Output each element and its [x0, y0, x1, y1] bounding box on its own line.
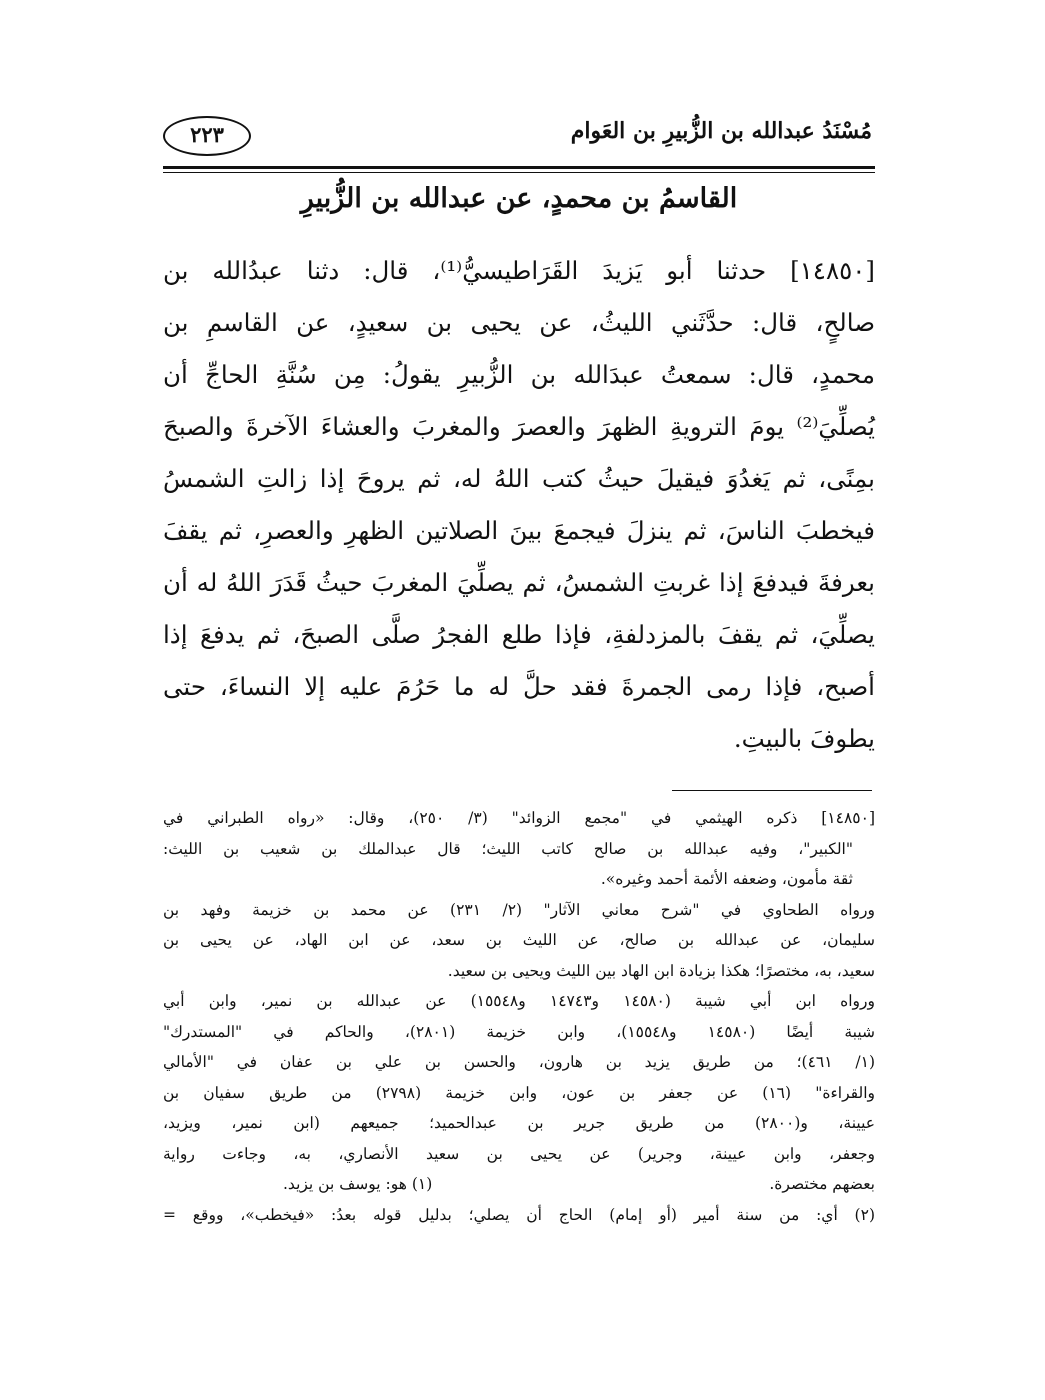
footnote-line: والقراءة" (١٦) عن جعفر بن عون، وابن خزيمة (٢٧٩٨) من طريق سفيان بن [163, 1083, 875, 1102]
hadith-line: بمِنًى، ثم يَغدُوَ فيقيلَ حيثُ كتب اللهُ له، ثم يروحَ إذا زالتِ الشمسُ [163, 464, 875, 493]
footnote-line: ثقة مأمون، وضعفه الأئمة أحمد وغيره». [600, 870, 853, 888]
hadith-line: أصبح، فإذا رمى الجمرةَ فقد حلَّ له ما حَرُمَ عليه إلا النساءَ، حتى [163, 672, 875, 701]
footnote-1: (١) هو: يوسف بن يزيد. [283, 1175, 433, 1193]
hadith-text [163, 245, 875, 765]
hadith-line: محمدٍ، قال: سمعتُ عبدَالله بن الزُّبيرِ يقولُ: مِن سُنَّةِ الحاجِّ أن [163, 360, 875, 389]
footnote-line: عيينة، و(٢٨٠٠) من طريق جرير بن عبدالحميد؛ جميعهم (ابن نمير، ويزيد، [163, 1114, 875, 1132]
footnote-line: وجعفر، وابن عيينة، وجرير) عن يحيى بن سعيد الأنصاري، به، وجاءت رواية [163, 1144, 875, 1163]
hadith-line: يصلِّيَ، ثم يقفَ بالمزدلفةِ، فإذا طلع الفجرُ صلَّى الصبحَ، ثم يدفعَ إذا [163, 620, 875, 649]
footnote-line: سليمان، عن عبدالله بن صالح، عن الليث بن سعد، عن ابن الهاد، عن يحيى بن [163, 931, 875, 949]
footnote-line-end: بعضهم مختصرة. [769, 1175, 875, 1193]
hadith-line: يُصلِّيَ⁽²⁾ يومَ الترويةِ الظهرَ والعصرَ والمغربَ والعشاءَ الآخرةَ والصبحَ [163, 412, 875, 441]
footnote-split-line [163, 1169, 875, 1200]
page-number: ٢٢٣ [163, 116, 251, 156]
footnotes [163, 803, 875, 1230]
hadith-line: يطوفَ بالبيتِ. [733, 724, 875, 753]
footnote-line: ورواه ابن أبي شيبة (١٤٥٨٠ و١٤٧٤٣ و١٥٥٤٨) عن عبدالله بن نمير، وابن أبي [163, 992, 875, 1010]
footnote-line: سعيد، به، مختصرًا؛ هكذا بزيادة ابن الهاد بين الليث ويحيى بن سعيد. [447, 961, 875, 980]
footnote-line: ورواه الطحاوي في "شرح معاني الآثار" (٢/ ٢٣١) عن محمد بن خزيمة وفهد بن [163, 900, 876, 919]
header-rule-thick [163, 166, 875, 169]
hadith-line: صالحٍ، قال: حدَّثَني الليثُ، عن يحيى بن سعيدٍ، عن القاسمِ بن [163, 308, 875, 337]
footnote-2: (٢) أي: من سنة أمير (أو إمام) الحاج أن يصلي؛ بدليل قوله بعدُ: «فيخطب»، ووقع = [163, 1205, 875, 1224]
hadith-line: بعرفةَ فيدفعَ إذا غربتِ الشمسُ، ثم يصلِّيَ المغربَ حيثُ قَدَرَ اللهُ له أن [163, 568, 875, 597]
running-title: مُسْنَدُ عبدالله بن الزُّبيرِ بن العَوام [570, 118, 872, 144]
hadith-line: فيخطبَ الناسَ، ثم ينزلَ فيجمعَ بينَ الصلاتين الظهرِ والعصرِ، ثم يقفَ [163, 516, 875, 545]
header-rule-thin [163, 172, 875, 173]
footnote-separator [672, 790, 872, 791]
footnote-line: [١٤٨٥٠] ذكره الهيثمي في "مجمع الزوائد" (٣/ ٢٥٠)، وقال: «رواه الطبراني في [163, 809, 875, 827]
footnote-line: شيبة أيضًا (١٤٥٨٠ و١٥٥٤٨)، وابن خزيمة (٢٨٠١)، والحاكم في "المستدرك" [163, 1022, 875, 1041]
section-title: القاسمُ بن محمدٍ، عن عبدالله بن الزُّبيرِ [300, 183, 738, 214]
footnote-line: "الكبير"، وفيه عبدالله بن صالح كاتب الليث؛ قال عبدالملك بن شعيب بن الليث: [163, 839, 853, 858]
footnote-line: (١/ ٤٦١)؛ من طريق يزيد بن هارون، والحسن بن علي بن عفان في "الأمالي [163, 1053, 875, 1071]
hadith-line: [١٤٨٥٠] حدثنا أبو يَزيدَ القَرَاطيسيُّ⁽¹⁾، قال: دثنا عبدُالله بن [163, 256, 875, 285]
